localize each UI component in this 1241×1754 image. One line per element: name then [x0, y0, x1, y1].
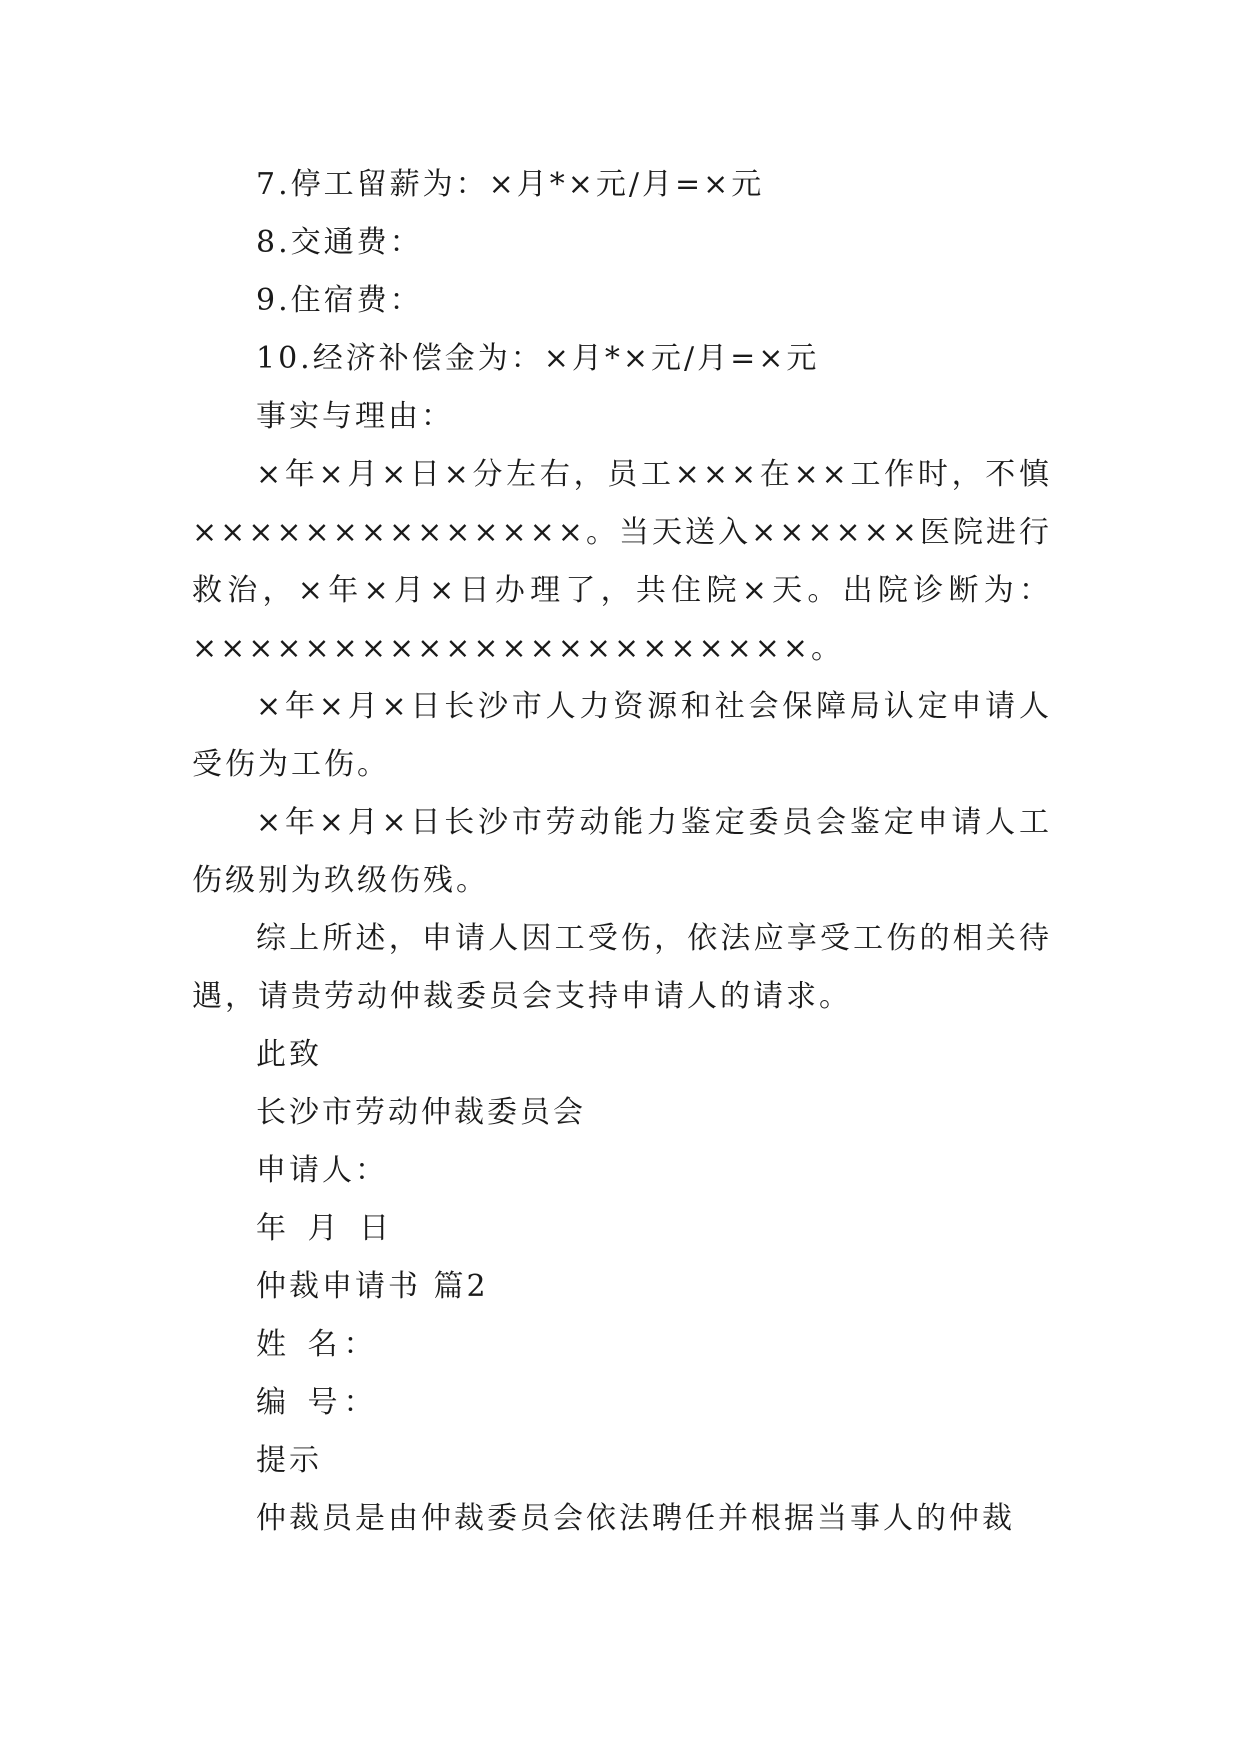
hint-text: 仲裁员是由仲裁委员会依法聘任并根据当事人的仲裁	[256, 1501, 1015, 1536]
document-body	[192, 156, 1052, 1548]
hint-label: 提示	[256, 1443, 322, 1478]
section-2-title: 仲裁申请书 篇2	[256, 1269, 489, 1304]
number-label: 编 号：	[256, 1385, 380, 1420]
salutation: 此致	[256, 1037, 322, 1072]
facts-paragraph-2: ×年×月×日长沙市人力资源和社会保障局认定申请人受伤为工伤。	[192, 689, 1052, 782]
conclusion-paragraph: 综上所述，申请人因工受伤，依法应享受工伤的相关待遇，请贵劳动仲裁委员会支持申请人的请求。	[192, 921, 1052, 1014]
facts-paragraph-3: ×年×月×日长沙市劳动能力鉴定委员会鉴定申请人工伤级别为玖级伤残。	[192, 805, 1052, 898]
date-line: 年 月 日	[256, 1211, 396, 1246]
name-label: 姓 名：	[256, 1327, 380, 1362]
item-line-8: 8.交通费：	[256, 225, 423, 260]
item-line-10: 10.经济补偿金为：×月*×元/月=×元	[256, 341, 820, 376]
facts-paragraph-1: ×年×月×日×分左右，员工×××在××工作时，不慎××××××××××××××。当天送入××××××医院进行救治，×年×月×日办理了，共住院×天。出院诊断为：××××××××××××××××××××××。	[192, 457, 1052, 666]
item-line-7: 7.停工留薪为：×月*×元/月=×元	[256, 167, 765, 202]
recipient: 长沙市劳动仲裁委员会	[256, 1095, 586, 1130]
item-line-9: 9.住宿费：	[256, 283, 423, 318]
facts-heading: 事实与理由：	[256, 399, 454, 434]
applicant-label: 申请人：	[256, 1153, 388, 1188]
